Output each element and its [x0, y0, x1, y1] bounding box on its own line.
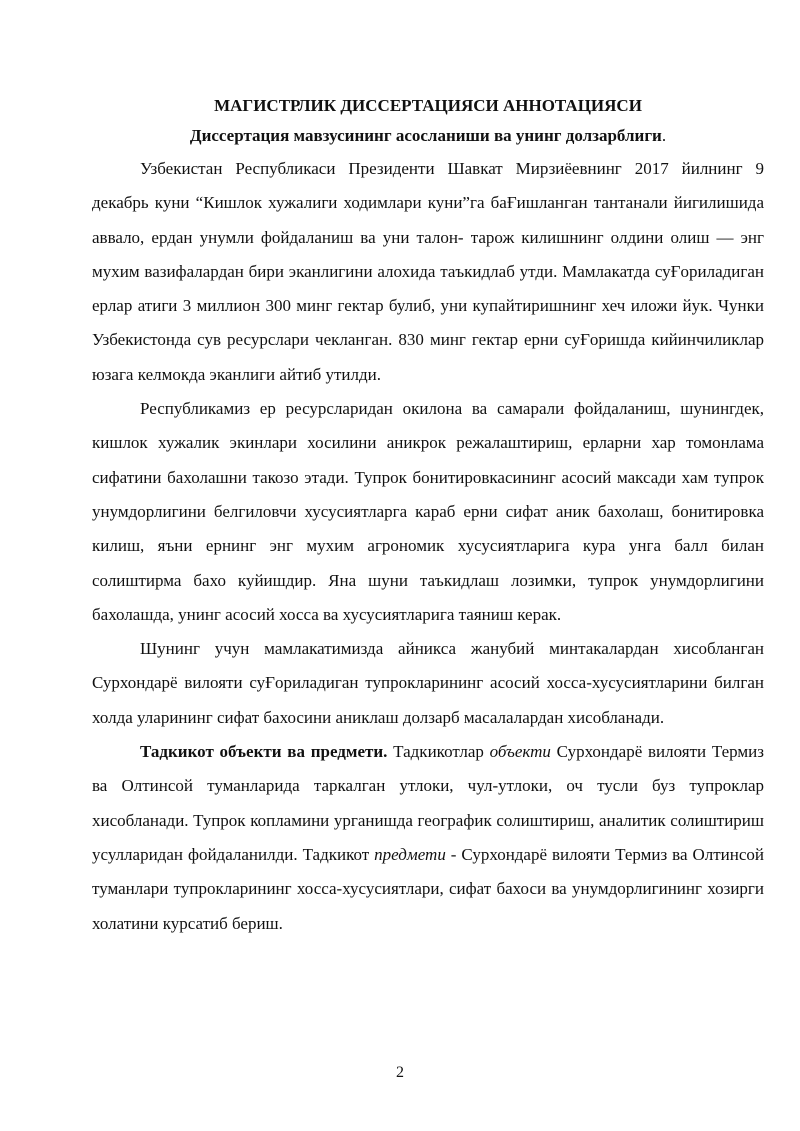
paragraph-3: Шунинг учун мамлакатимизда айникса жанубий минтакалардан хисобланган Сурхондарё вилояти суҒориладиган тупрокларининг асосий хосса-хусусиятларини билган холда уларининг сифат бахосини аниклаш долзарб масалалардан хисобланади. — [92, 639, 764, 727]
research-object-term: объекти — [489, 742, 551, 762]
research-subject-term: предмети — [374, 844, 446, 864]
paragraph-1: Узбекистан Республикаси Президенти Шавкат Мирзиёевнинг 2017 йилнинг 9 декабрь куни “Кишлок хужалиги ходимлари куни”га баҒишланган тантанали йигилишида аввало, ердан унумли фойдаланиш ва уни талон- тарож килишнинг олдини олиш — энг мухим вазифалардан бири эканлигини алохида таъкидлаб утди. Мамлакатда суҒориладиган ерлар атиги 3 миллион 300 минг гектар булиб, уни купайтиришнинг хеч иложи йук. Чунки Узбекистонда сув ресурслари чекланган. 830 минг гектар ерни суҒоришда кийинчиликлар юзага келмокда эканлиги айтиб утилди. — [92, 159, 764, 384]
subtitle-period: . — [661, 126, 667, 145]
paragraph-2: Республикамиз ер ресурсларидан окилона ва самарали фойдаланиш, шунингдек, кишлок хужалик экинлари хосилини аникрок режалаштириш, ерларни хар томонлама сифатини бахолашни такозо этади. Тупрок бонитировкасининг асосий максади хам тупрок унумдорлигини белгиловчи хусусиятларга караб ерни сифат аник бахолаш, бонитировка килиш, яъни ернинг энг мухим агрономик хусусиятларига кура унга балл билан солиштирма бахо куйишдир. Яна шуни таъкидлаш лозимки, тупрок унумдорлигини бахолашда, унинг асосий хосса ва хусусиятларига таяниш керак. — [92, 399, 764, 624]
subtitle-heading: Диссертация мавзусининг асосланиши ва унинг долзарблиги — [189, 126, 662, 145]
research-object-heading: Тадкикот объекти ва предмети. — [140, 742, 388, 762]
page-number: 2 — [396, 1064, 404, 1081]
section-subtitle — [92, 120, 764, 152]
research-object-text-1: Тадкикотлар — [387, 742, 490, 762]
document-title: МАГИСТРЛИК ДИССЕРТАЦИЯСИ АННОТАЦИЯСИ — [214, 96, 642, 115]
paragraph-research-object — [92, 735, 764, 941]
research-object-text-2: Сурхондарё вилояти Термиз ва Олтинсой туманларида таркалган утлоки, чул-утлоки, оч тусли буз тупроклар хисобланади. Тупрок копламини урганишда географик солиштириш, аналитик солиштириш усулларидан фойдаланилди. Тадкикот — [92, 742, 764, 864]
page-content — [92, 92, 764, 941]
research-object-text-3: - Сурхондарё вилояти Термиз ва Олтинсой туманлари тупрокларининг хосса-хусусиятлари, сифат бахоси ва унумдорлигининг хозирги холатини курсатиб бериш. — [92, 844, 764, 933]
